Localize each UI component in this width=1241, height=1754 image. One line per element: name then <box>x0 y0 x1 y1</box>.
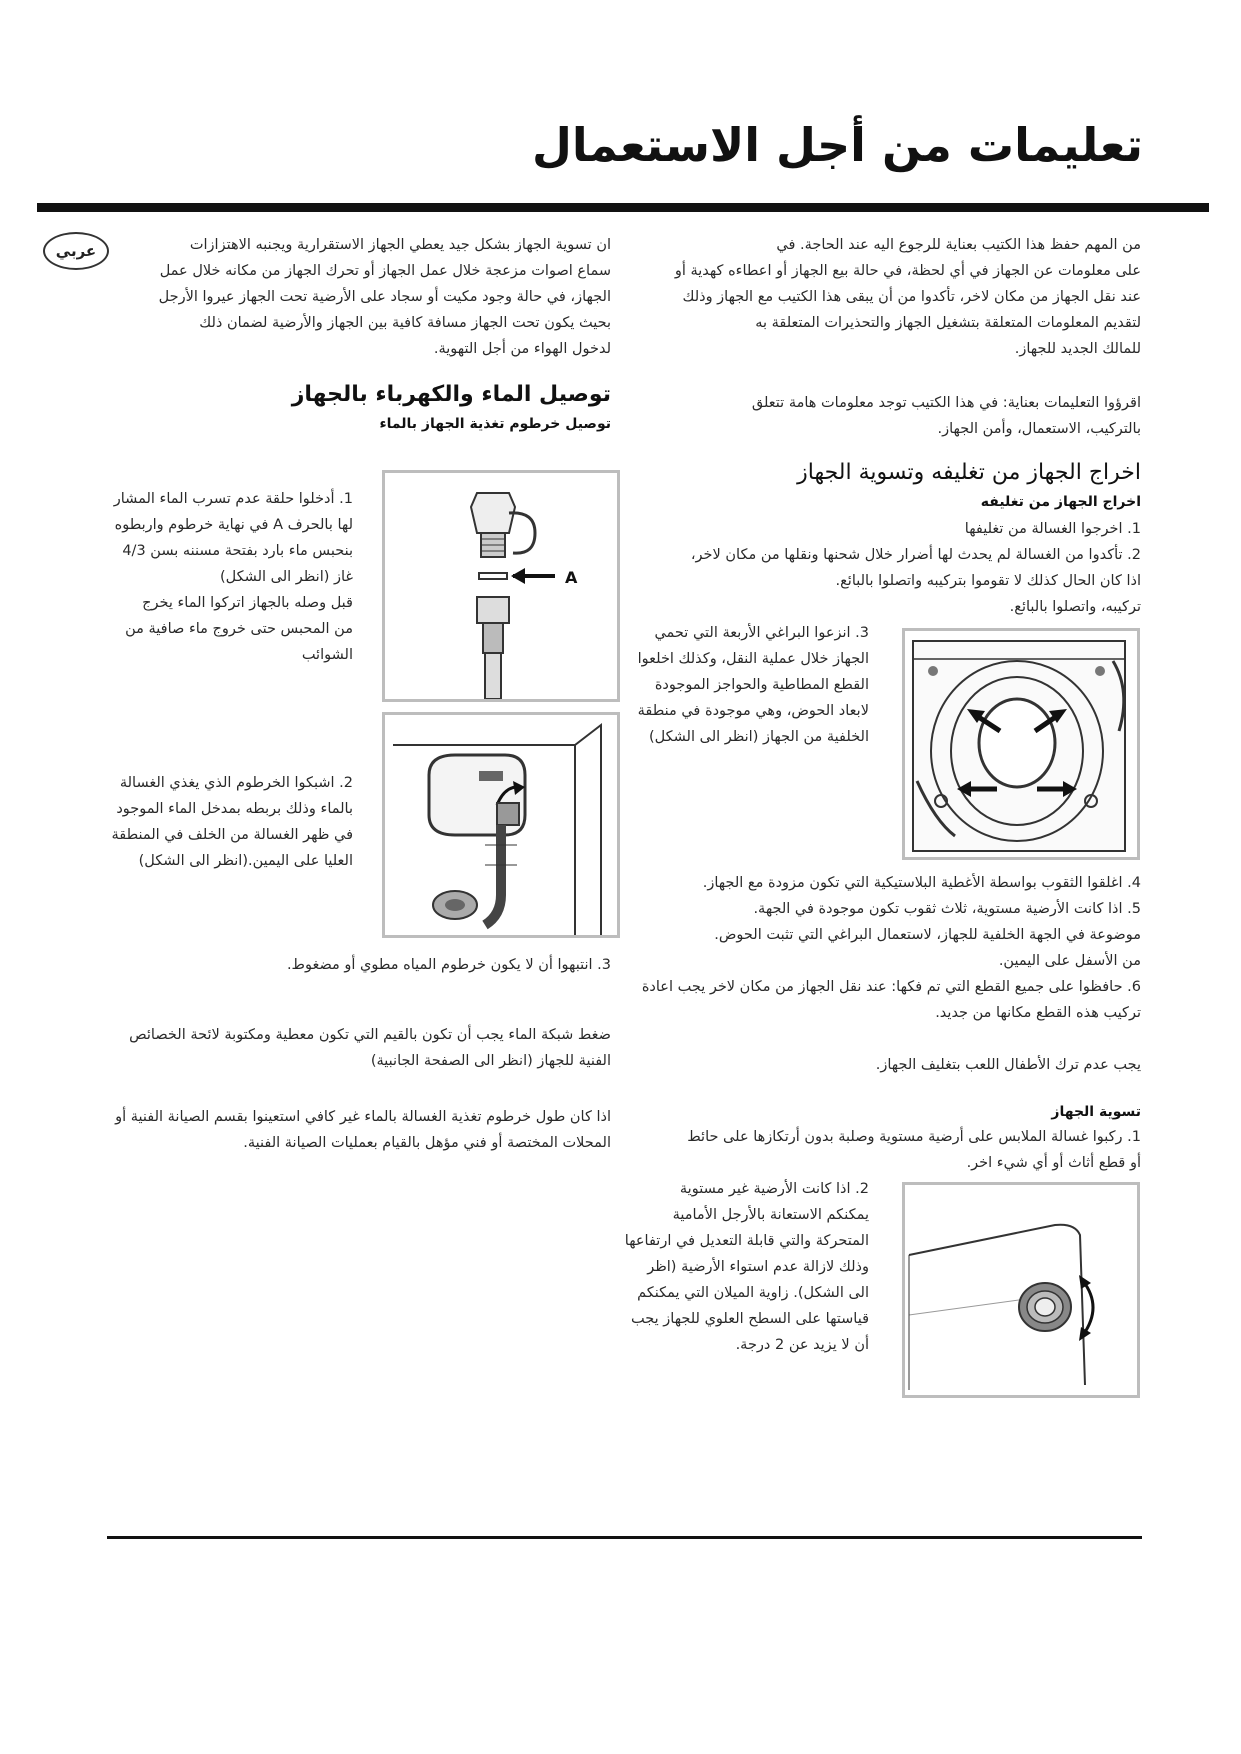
children-warning: يجب عدم ترك الأطفال اللعب بتغليف الجهاز. <box>875 1057 1141 1073</box>
text-line: سماع اصوات مزعجة خلال عمل الجهاز أو تحرك الجهاز من مكانه خلال عمل <box>159 263 611 279</box>
text-line: 1. اخرجوا الغسالة من تغليفها <box>964 521 1141 537</box>
text-line: بالتركيب، الاستعمال، وأمن الجهاز. <box>937 421 1141 437</box>
hose-length-paragraph <box>91 1104 611 1156</box>
text-line: 1. أدخلوا حلقة عدم تسرب الماء المشار <box>113 491 353 507</box>
text-line: 5. اذا كانت الأرضية مستوية، ثلاث ثقوب تكون موجودة في الجهة. <box>753 901 1141 917</box>
text-line: عند نقل الجهاز من مكان لاخر، تأكدوا من أن يبقى هذا الكتيب مع الجهاز وذلك <box>682 289 1141 305</box>
page-title: تعليمات من أجل الاستعمال <box>531 118 1143 172</box>
text-line: 6. حافظوا على جميع القطع التي تم فكها: عند نقل الجهاز من مكان لاخر يجب اعادة <box>641 979 1141 995</box>
text-line: لها بالحرف A في نهاية خرطوم واربطوه <box>114 517 353 533</box>
connect-heading: توصيل الماء والكهرباء بالجهاز <box>291 382 611 407</box>
text-line: قياستها على السطح العلوي للجهاز يجب <box>631 1311 869 1327</box>
text-line: على معلومات عن الجهاز في أي لحظة، في حالة بيع الجهاز أو اعطاءه كهدية أو <box>674 263 1141 279</box>
text-line: تركيب هذه القطع مكانها من جديد. <box>935 1005 1141 1021</box>
unpack-subheading: اخراج الجهاز من تغليفه <box>980 494 1141 510</box>
text-line: يمكنكم الاستعانة بالأرجل الأمامية <box>672 1207 869 1223</box>
text-line: المحلات المختصة أو فني مؤهل بالقيام بعمليات الصيانة الفنية. <box>243 1135 611 1151</box>
text-line: ان تسوية الجهاز بشكل جيد يعطي الجهاز الاستقرارية ويجنبه الاهتزازات <box>189 237 611 253</box>
unpack-steps-top <box>601 516 1141 620</box>
text-line: الشوائب <box>301 647 353 663</box>
text-line: وذلك لازالة عدم استواء الأرضية (اظر <box>647 1259 869 1275</box>
text-line: القطع المطاطية والحواجز الموجودة <box>654 677 869 693</box>
top-rule <box>37 203 1209 212</box>
text-line: العليا على اليمين.(انظر الى الشكل) <box>138 853 353 869</box>
washer-back-illustration <box>905 631 1137 857</box>
figure-seal-tap <box>382 470 620 702</box>
text-line: 2. تأكدوا من الغسالة لم يحدث لها أضرار خلال شحنها ونقلها من مكان لاخر، <box>690 547 1141 563</box>
connect-step-2 <box>108 770 353 874</box>
seal-label-a: A <box>565 568 578 587</box>
text-line: للمالك الجديد للجهاز. <box>1014 341 1141 357</box>
adjustable-foot-illustration <box>905 1185 1137 1395</box>
text-line: اذا كان الحال كذلك لا تقوموا بتركيبه واتصلوا بالبائع. <box>835 573 1141 589</box>
text-line: المتحركة والتي قابلة التعديل في ارتفاعها <box>624 1233 869 1249</box>
text-line: الجهاز، في حالة وجود مكيت أو سجاد على الأرضية تحت الجهاز عيروا الأرجل <box>158 289 611 305</box>
text-line: موضوعة في الجهة الخلفية للجهاز، لاستعمال البراغي التي تثبت الحوض. <box>714 927 1141 943</box>
text-line: بنحبس ماء بارد بفتحة مسننه بسن 4/3 <box>122 543 353 559</box>
text-line: من المهم حفظ هذا الكتيب بعناية للرجوع اليه عند الحاجة. في <box>776 237 1141 253</box>
text-line: بالماء وذلك بربطه بمدخل الماء الموجود <box>116 801 353 817</box>
text-line: اذا كان طول خرطوم تغذية الغسالة بالماء غير كافي استعينوا بقسم الصيانة الفنية أو <box>115 1109 611 1125</box>
connect-step-3: 3. انتبهوا أن لا يكون خرطوم المياه مطوي أو مضغوط. <box>286 957 611 973</box>
text-line: في ظهر الغسالة من الخلف في المنطقة <box>111 827 353 843</box>
text-line: الفنية للجهاز (انظر الى الصفحة الجانبية) <box>370 1053 611 1069</box>
text-line: من المحبس حتى خروج ماء صافية من <box>125 621 353 637</box>
level-step-2 <box>604 1176 869 1358</box>
level-subheading: تسوية الجهاز <box>1051 1104 1141 1120</box>
bottom-rule <box>107 1536 1142 1539</box>
text-line: قبل وصله بالجهاز اتركوا الماء يخرج <box>142 595 353 611</box>
text-line: لابعاد الحوض، وهي موجودة في منطقة <box>637 703 869 719</box>
unpack-step-3 <box>604 620 869 750</box>
text-line: 1. ركبوا غسالة الملابس على أرضية مستوية وصلبة بدون أرتكازها على حائط <box>687 1129 1141 1145</box>
intro-paragraph <box>611 232 1141 362</box>
connect-subheading: توصيل خرطوم تغذية الجهاز بالماء <box>379 416 611 432</box>
text-line: 2. اشبكوا الخرطوم الذي يغذي الغسالة <box>119 775 353 791</box>
level-step-1 <box>611 1124 1141 1176</box>
safety-paragraph <box>611 390 1141 442</box>
language-badge: عربي <box>43 232 109 270</box>
text-line: اقرؤوا التعليمات بعناية: في هذا الكتيب توجد معلومات هامة تتعلق <box>751 395 1141 411</box>
text-line: 2. اذا كانت الأرضية غير مستوية <box>679 1181 869 1197</box>
text-line: الى الشكل). زاوية الميلان التي يمكنكم <box>637 1285 869 1301</box>
text-line: تركيبه، واتصلوا بالبائع. <box>1009 599 1141 615</box>
figure-adjustable-foot <box>902 1182 1140 1398</box>
text-line: ضغط شبكة الماء يجب أن تكون بالقيم التي تكون معطية ومكتوبة لائحة الخصائص <box>129 1027 611 1043</box>
text-line: 3. انزعوا البراغي الأربعة التي تحمي <box>654 625 869 641</box>
connect-step-1 <box>108 486 353 668</box>
figure-hose-connection <box>382 712 620 938</box>
text-line: بحيث يكون تحت الجهاز مسافة كافية بين الجهاز والأرضية لضمان ذلك <box>199 315 611 331</box>
leveling-paragraph <box>91 232 611 362</box>
unpack-steps-bottom <box>576 870 1141 1026</box>
text-line: 4. اغلقوا الثقوب بواسطة الأغطية البلاستيكية التي تكون مزودة مع الجهاز. <box>702 875 1141 891</box>
hose-connection-illustration <box>385 715 617 935</box>
text-line: أن لا يزيد عن 2 درجة. <box>735 1337 869 1353</box>
text-line: غاز (انظر الى الشكل) <box>219 569 353 585</box>
text-line: لدخول الهواء من أجل التهوية. <box>433 341 611 357</box>
pressure-paragraph <box>91 1022 611 1074</box>
figure-transport-bolts <box>902 628 1140 860</box>
text-line: من الأسفل على اليمين. <box>998 953 1141 969</box>
text-line: لتقديم المعلومات المتعلقة بتشغيل الجهاز والتحذيرات المتعلقة به <box>755 315 1141 331</box>
text-line: أو قطع أثاث أو أي شيء اخر. <box>966 1155 1141 1171</box>
unpack-heading: اخراج الجهاز من تغليفه وتسوية الجهاز <box>797 460 1141 485</box>
text-line: الجهاز خلال عملية النقل، وكذلك اخلعوا <box>637 651 869 667</box>
text-line: الخلفية من الجهاز (انظر الى الشكل) <box>648 729 869 745</box>
tap-hose-illustration <box>385 473 617 699</box>
